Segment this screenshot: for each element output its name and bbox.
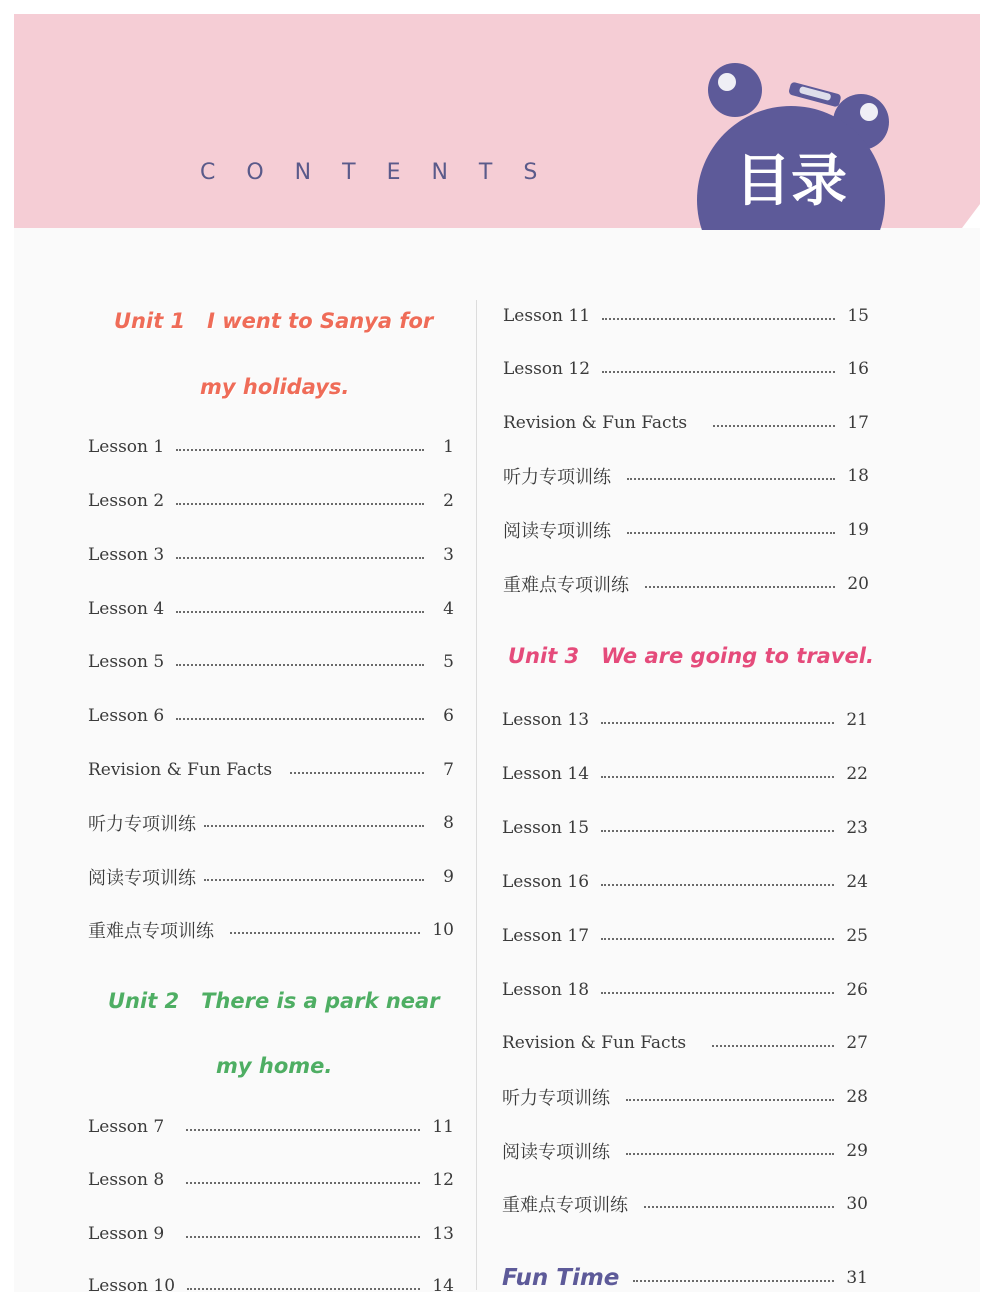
- toc-entry-lesson-8[interactable]: Lesson 8 12: [88, 1170, 454, 1190]
- toc-entry-lesson-2[interactable]: Lesson 2 2: [88, 491, 454, 511]
- leader-dots: [601, 936, 834, 940]
- leader-dots: [186, 1127, 420, 1131]
- leader-dots: [601, 774, 834, 778]
- leader-dots: [713, 423, 835, 427]
- leader-dots: [186, 1180, 420, 1184]
- leader-dots: [644, 1204, 834, 1208]
- toc-entry-lesson-11[interactable]: Lesson 11 15: [503, 306, 869, 326]
- toc-entry-key-points-practice-unit2[interactable]: 重难点专项训练 20: [503, 574, 869, 596]
- column-divider: [476, 300, 477, 1290]
- toc-entry-lesson-13[interactable]: Lesson 13 21: [502, 710, 868, 730]
- leader-dots: [176, 609, 424, 613]
- toc-entry-lesson-1[interactable]: Lesson 1 1: [88, 437, 454, 457]
- toc-entry-listening-practice[interactable]: 听力专项训练 8: [88, 813, 454, 835]
- toc-entry-lesson-18[interactable]: Lesson 18 26: [502, 980, 868, 1000]
- leader-dots: [601, 990, 834, 994]
- toc-entry-key-points-practice[interactable]: 重难点专项训练 10: [88, 920, 454, 942]
- toc-entry-lesson-14[interactable]: Lesson 14 22: [502, 764, 868, 784]
- leader-dots: [176, 501, 424, 505]
- leader-dots: [633, 1278, 834, 1282]
- leader-dots: [204, 823, 424, 827]
- leader-dots: [627, 530, 835, 534]
- toc-entry-lesson-5[interactable]: Lesson 5 5: [88, 652, 454, 672]
- toc-entry-lesson-7[interactable]: Lesson 7 11: [88, 1117, 454, 1137]
- leader-dots: [602, 316, 835, 320]
- toc-entry-lesson-16[interactable]: Lesson 16 24: [502, 872, 868, 892]
- alarm-clock-icon: [693, 60, 903, 230]
- toc-entry-fun-time[interactable]: Fun Time 31: [502, 1265, 868, 1291]
- toc-entry-reading-practice-unit3[interactable]: 阅读专项训练 29: [502, 1141, 868, 1163]
- unit1-title-line2: my holidays.: [200, 375, 350, 399]
- unit2-title-line2: my home.: [216, 1054, 333, 1078]
- leader-dots: [176, 662, 424, 666]
- leader-dots: [290, 770, 424, 774]
- toc-entry-listening-practice-unit2[interactable]: 听力专项训练 18: [503, 466, 869, 488]
- leader-dots: [602, 369, 835, 373]
- toc-entry-lesson-15[interactable]: Lesson 15 23: [502, 818, 868, 838]
- leader-dots: [176, 555, 424, 559]
- toc-entry-lesson-4[interactable]: Lesson 4 4: [88, 599, 454, 619]
- leader-dots: [626, 1151, 834, 1155]
- leader-dots: [186, 1234, 420, 1238]
- contents-title-cn: 目录: [735, 149, 847, 214]
- toc-entry-key-points-practice-unit3[interactable]: 重难点专项训练 30: [502, 1194, 868, 1216]
- leader-dots: [601, 882, 834, 886]
- leader-dots: [176, 716, 424, 720]
- toc-entry-lesson-10[interactable]: Lesson 10 14: [88, 1276, 454, 1296]
- toc-entry-revision-fun-facts-unit2[interactable]: Revision & Fun Facts 17: [503, 413, 869, 433]
- toc-entry-lesson-17[interactable]: Lesson 17 25: [502, 926, 868, 946]
- toc-entry-revision-fun-facts[interactable]: Revision & Fun Facts 7: [88, 760, 454, 780]
- leader-dots: [626, 1097, 834, 1101]
- leader-dots: [645, 584, 835, 588]
- leader-dots: [712, 1043, 834, 1047]
- toc-entry-reading-practice[interactable]: 阅读专项训练 9: [88, 867, 454, 889]
- toc-entry-lesson-9[interactable]: Lesson 9 13: [88, 1224, 454, 1244]
- unit3-title: Unit 3 We are going to travel.: [508, 644, 874, 668]
- toc-entry-reading-practice-unit2[interactable]: 阅读专项训练 19: [503, 520, 869, 542]
- leader-dots: [176, 447, 424, 451]
- toc-entry-lesson-6[interactable]: Lesson 6 6: [88, 706, 454, 726]
- toc-entry-lesson-3[interactable]: Lesson 3 3: [88, 545, 454, 565]
- toc-entry-lesson-12[interactable]: Lesson 12 16: [503, 359, 869, 379]
- leader-dots: [601, 720, 834, 724]
- toc-entry-listening-practice-unit3[interactable]: 听力专项训练 28: [502, 1087, 868, 1109]
- unit1-title-line1: Unit 1 I went to Sanya for: [114, 309, 434, 333]
- page-corner-fold: [962, 204, 980, 228]
- leader-dots: [627, 476, 835, 480]
- leader-dots: [204, 877, 424, 881]
- contents-heading: CONTENTS: [200, 160, 569, 185]
- unit2-title-line1: Unit 2 There is a park near: [108, 989, 440, 1013]
- leader-dots: [187, 1286, 420, 1290]
- toc-entry-revision-fun-facts-unit3[interactable]: Revision & Fun Facts 27: [502, 1033, 868, 1053]
- leader-dots: [601, 828, 834, 832]
- leader-dots: [230, 930, 420, 934]
